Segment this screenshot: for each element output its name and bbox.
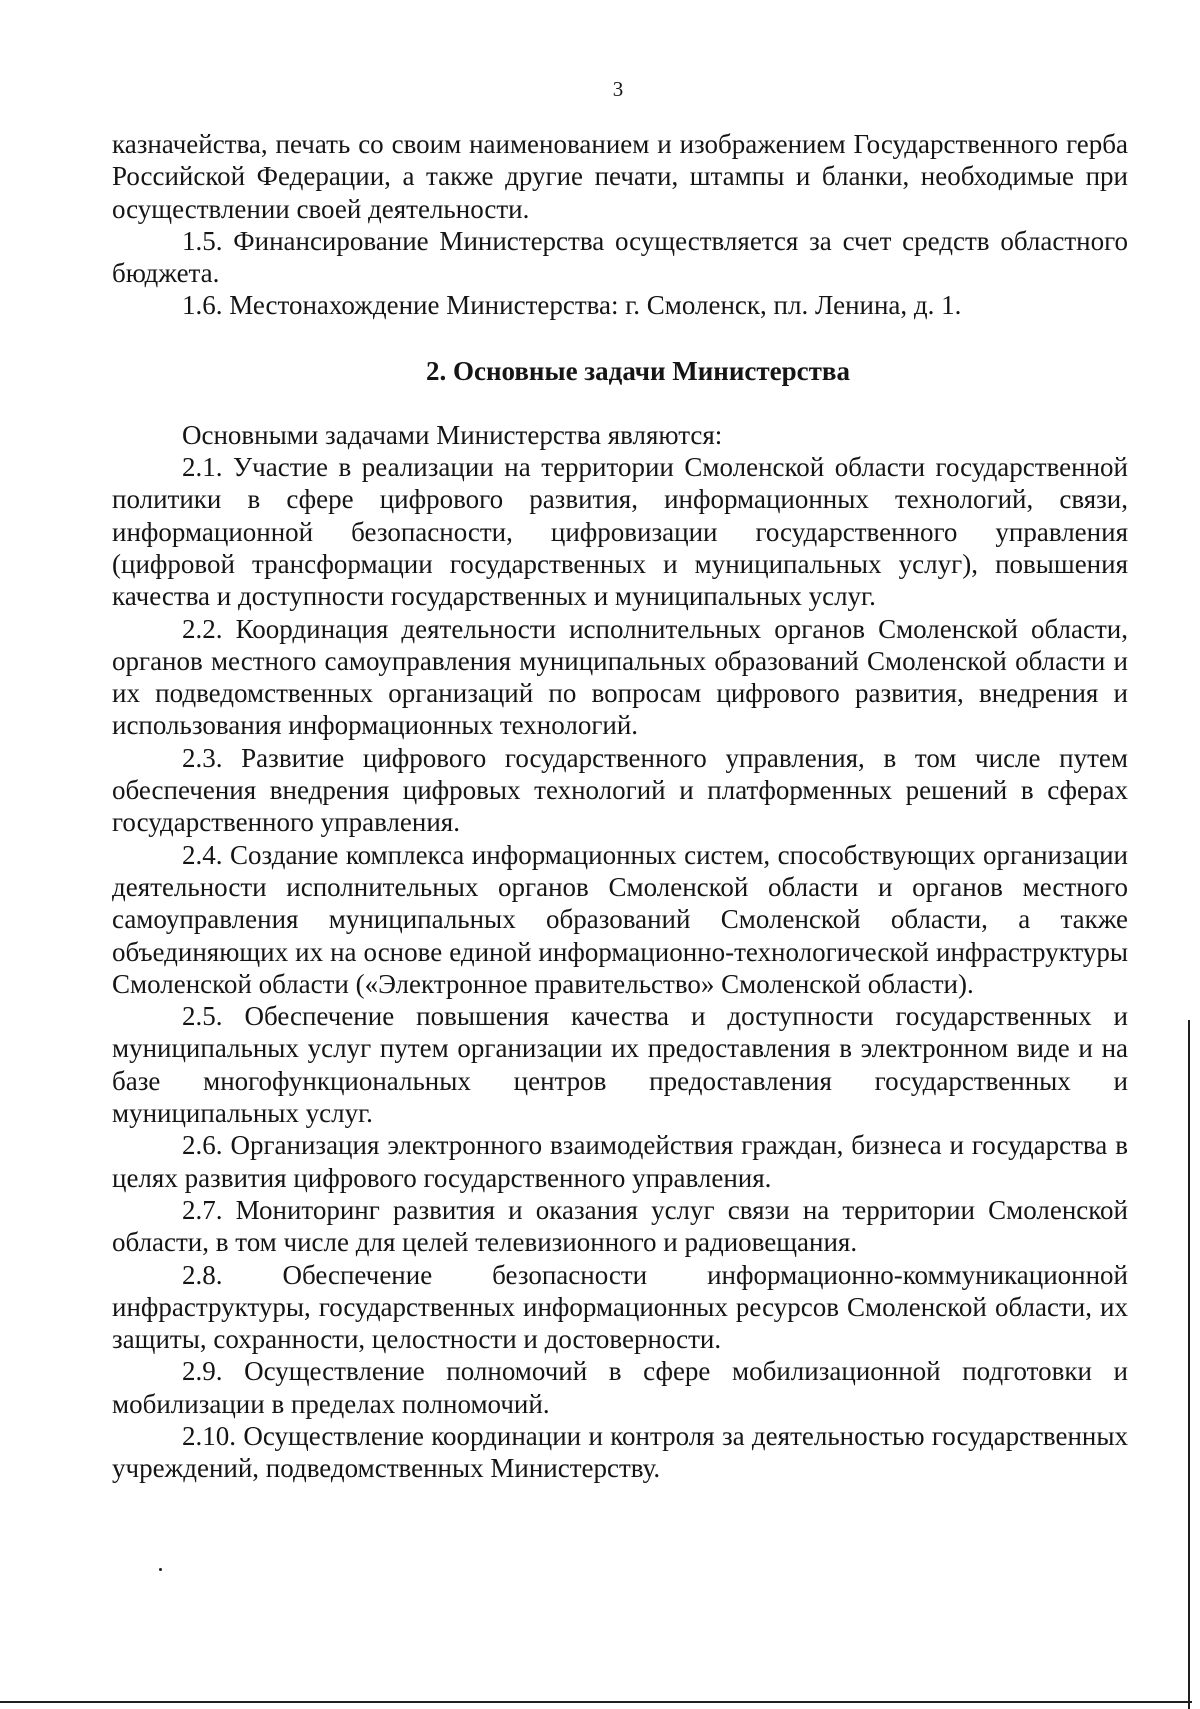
spacer xyxy=(112,322,1128,355)
section-heading: 2. Основные задачи Министерства xyxy=(425,355,850,386)
list-item-2-6: 2.6. Организация электронного взаимодействия граждан, бизнеса и государства в целях развития цифрового государственного управления. xyxy=(112,1130,1128,1193)
list-item-2-5: 2.5. Обеспечение повышения качества и доступности государственных и муниципальных услуг путем организации их предоставления в электронном виде и на базе многофункциональных центров предоставления государственных и муниципальных услуг. xyxy=(112,1001,1128,1129)
scan-edge-line xyxy=(0,1701,1192,1703)
spacer xyxy=(112,387,1128,419)
paragraph-1-6: 1.6. Местонахождение Министерства: г. Смоленск, пл. Ленина, д. 1. xyxy=(182,290,962,321)
list-item-2-10: 2.10. Осуществление координации и контроля за деятельностью государственных учреждений, подведомственных Министерству. xyxy=(112,1420,1128,1484)
scan-speck xyxy=(159,1568,162,1571)
page-number: 3 xyxy=(612,77,624,101)
list-item-2-4: 2.4. Создание комплекса информационных систем, способствующих организации деятельности исполнительных органов Смоленской области и органов местного самоуправления муниципальных образований Смоленской области, а также объединяющих их на основе единой информационно-технологической инфраструктуры Смоленской области («Электронное правительство» Смоленской области). xyxy=(112,839,1128,999)
list-item-2-7: 2.7. Мониторинг развития и оказания услуг связи на территории Смоленской области, в том числе для целей телевизионного и радиовещания. xyxy=(112,1194,1128,1258)
list-item-2-1: 2.1. Участие в реализации на территории Смоленской области государственной политики в сфере цифрового развития, информационных технологий, связи, информационной безопасности, цифровизации государственного управления (цифровой трансформации государственных и муниципальных услуг), повышения качества и доступности государственных и муниципальных услуг. xyxy=(112,452,1128,612)
scan-edge-line xyxy=(1188,1020,1190,1709)
section-intro: Основными задачами Министерства являются: xyxy=(182,419,723,450)
list-item-2-9: 2.9. Осуществление полномочий в сфере мобилизационной подготовки и мобилизации в пределах полномочий. xyxy=(112,1356,1128,1419)
list-item-2-8: 2.8. Обеспечение безопасности информационно-коммуникационной инфраструктуры, государственных информационных ресурсов Смоленской области, их защиты, сохранности, целостности и достоверности. xyxy=(112,1259,1128,1355)
list-item-2-2: 2.2. Координация деятельности исполнительных органов Смоленской области, органов местного самоуправления муниципальных образований Смоленской области и их подведомственных организаций по вопросам цифрового развития, внедрения и использования информационных технологий. xyxy=(112,613,1128,741)
list-item-2-3: 2.3. Развитие цифрового государственного управления, в том числе путем обеспечения внедрения цифровых технологий и платформенных решений в сферах государственного управления. xyxy=(112,742,1128,838)
paragraph-continuation: казначейства, печать со своим наименованием и изображением Государственного герба Российской Федерации, а также другие печати, штампы и бланки, необходимые при осуществлении своей деятельности. xyxy=(112,129,1128,224)
document-body xyxy=(112,128,1128,1485)
paragraph-1-5: 1.5. Финансирование Министерства осуществляется за счет средств областного бюджета. xyxy=(112,225,1128,289)
